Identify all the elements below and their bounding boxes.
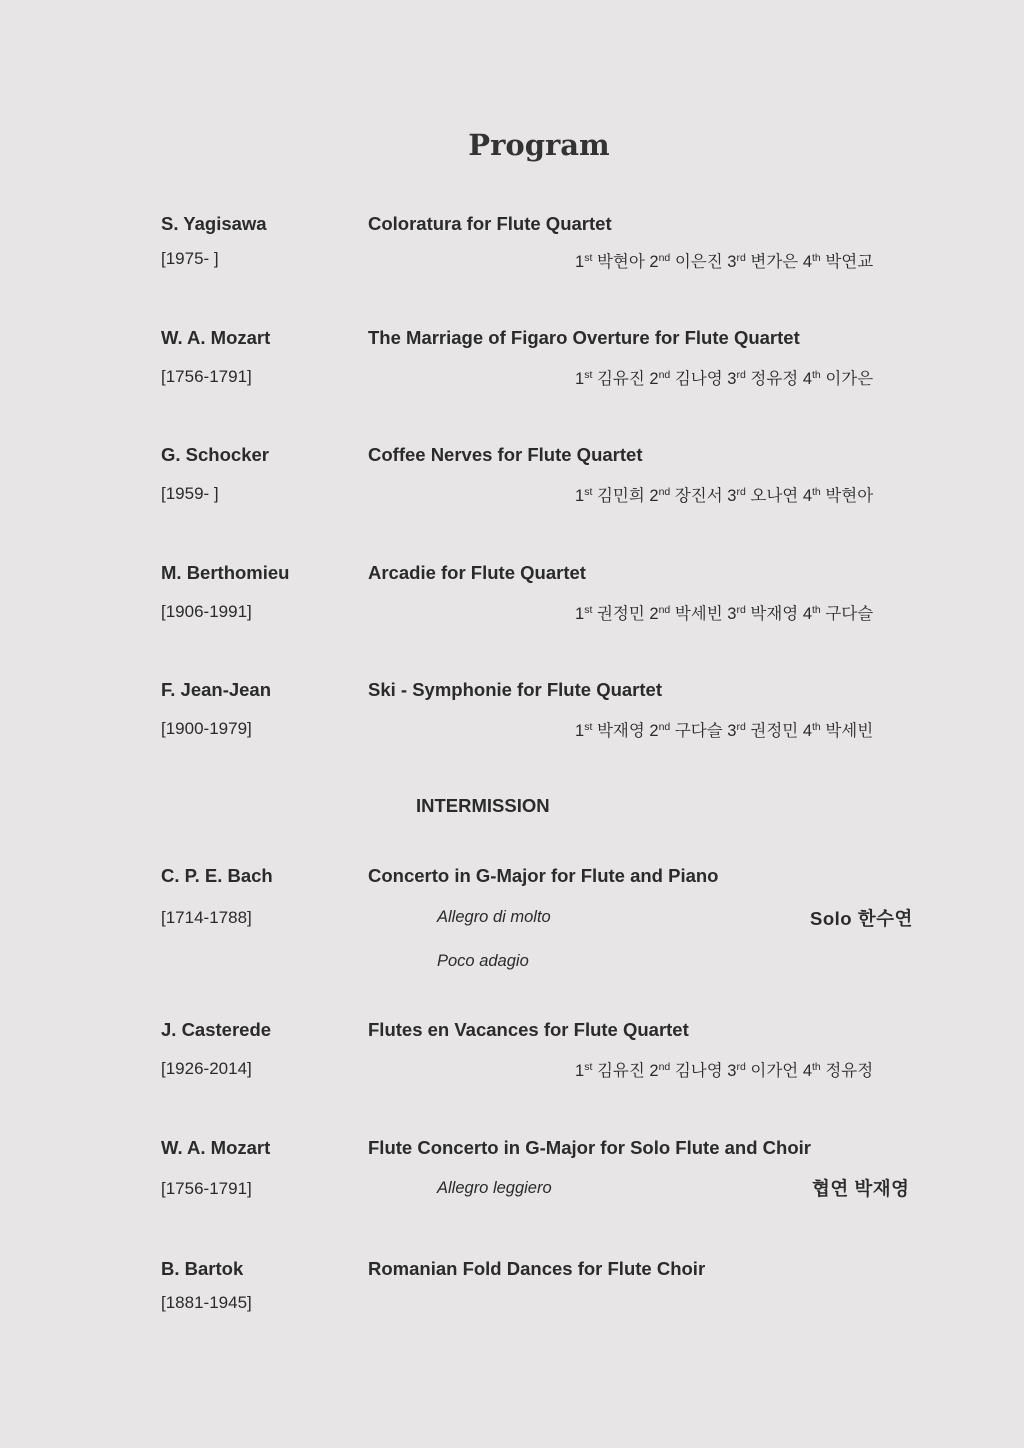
part-ordinal-suffix: nd: [658, 1061, 671, 1073]
part-ordinal-suffix: th: [812, 369, 821, 381]
part-number: 2: [649, 370, 659, 388]
player-name: 김민희: [596, 487, 645, 505]
players-line: [575, 1057, 873, 1081]
part-number: 3: [727, 253, 737, 271]
players-line: [575, 482, 873, 506]
player-name: 김나영: [674, 370, 723, 388]
part-ordinal-suffix: th: [812, 604, 821, 616]
movement-title: Allegro leggiero: [437, 1179, 552, 1197]
player-name: 장진서: [674, 487, 723, 505]
work-title: Flutes en Vacances for Flute Quartet: [368, 1019, 689, 1040]
player-name: 이가언: [750, 1062, 799, 1080]
part-ordinal-suffix: rd: [736, 1061, 746, 1073]
players-line: [575, 365, 873, 389]
movement-title: Allegro di molto: [437, 908, 551, 926]
player-name: 권정민: [596, 605, 645, 623]
player-name: 박현아: [596, 253, 645, 271]
part-number: 3: [727, 487, 737, 505]
player-name: 김유진: [596, 1062, 645, 1080]
part-number: 2: [649, 487, 659, 505]
soloist-name: 협연 박재영: [812, 1178, 910, 1199]
part-ordinal-suffix: nd: [658, 369, 671, 381]
player-name: 변가은: [750, 253, 799, 271]
part-number: 1: [575, 722, 585, 740]
part-ordinal-suffix: nd: [658, 721, 671, 733]
intermission-label: INTERMISSION: [416, 795, 550, 816]
work-title: Arcadie for Flute Quartet: [368, 562, 586, 583]
part-number: 4: [802, 1062, 812, 1080]
composer-name: F. Jean-Jean: [161, 679, 272, 700]
composer-dates: [1756-1791]: [161, 1179, 252, 1198]
part-number: 4: [802, 370, 812, 388]
part-number: 3: [727, 1062, 737, 1080]
part-number: 1: [575, 370, 585, 388]
part-ordinal-suffix: th: [812, 252, 821, 264]
composer-dates: [1756-1791]: [161, 367, 252, 386]
part-ordinal-suffix: nd: [658, 252, 671, 264]
players-line: [575, 717, 873, 741]
part-number: 4: [802, 487, 812, 505]
composer-name: G. Schocker: [161, 444, 269, 465]
part-ordinal-suffix: nd: [658, 604, 671, 616]
part-ordinal-suffix: rd: [736, 369, 746, 381]
player-name: 김나영: [674, 1062, 723, 1080]
composer-dates: [1900-1979]: [161, 719, 252, 738]
player-name: 박현아: [825, 487, 874, 505]
part-ordinal-suffix: st: [584, 369, 593, 381]
part-ordinal-suffix: th: [812, 486, 821, 498]
players-line: [575, 248, 873, 272]
player-name: 이은진: [674, 253, 723, 271]
program-title: Program: [468, 128, 610, 162]
part-ordinal-suffix: st: [584, 721, 593, 733]
part-number: 3: [727, 605, 737, 623]
work-title: Ski - Symphonie for Flute Quartet: [368, 679, 662, 700]
composer-dates: [1926-2014]: [161, 1059, 252, 1078]
part-number: 4: [802, 605, 812, 623]
player-name: 오나연: [750, 487, 799, 505]
player-name: 박세빈: [674, 605, 723, 623]
work-title: Coloratura for Flute Quartet: [368, 213, 612, 234]
player-name: 박세빈: [825, 722, 874, 740]
part-number: 1: [575, 1062, 585, 1080]
composer-name: W. A. Mozart: [161, 327, 271, 348]
part-ordinal-suffix: rd: [736, 604, 746, 616]
players-line: [575, 600, 873, 624]
movement-title: Poco adagio: [437, 952, 529, 970]
player-name: 김유진: [596, 370, 645, 388]
composer-name: S. Yagisawa: [161, 213, 267, 234]
player-name: 권정민: [750, 722, 799, 740]
part-number: 3: [727, 370, 737, 388]
work-title: The Marriage of Figaro Overture for Flute Quartet: [368, 327, 800, 348]
part-number: 2: [649, 605, 659, 623]
part-ordinal-suffix: nd: [658, 486, 671, 498]
part-ordinal-suffix: st: [584, 1061, 593, 1073]
part-ordinal-suffix: th: [812, 1061, 821, 1073]
player-name: 박연교: [825, 253, 874, 271]
part-number: 3: [727, 722, 737, 740]
composer-name: J. Casterede: [161, 1019, 272, 1040]
composer-name: C. P. E. Bach: [161, 865, 273, 886]
player-name: 구다슬: [674, 722, 723, 740]
composer-dates: [1959- ]: [161, 484, 219, 503]
work-title: Flute Concerto in G-Major for Solo Flute and Choir: [368, 1137, 811, 1158]
part-number: 1: [575, 253, 585, 271]
work-title: Concerto in G-Major for Flute and Piano: [368, 865, 719, 886]
soloist-name: Solo 한수연: [810, 908, 913, 929]
player-name: 구다슬: [825, 605, 874, 623]
part-number: 2: [649, 722, 659, 740]
player-name: 정유정: [825, 1062, 874, 1080]
player-name: 박재영: [750, 605, 799, 623]
part-number: 2: [649, 253, 659, 271]
part-number: 1: [575, 605, 585, 623]
part-ordinal-suffix: rd: [736, 721, 746, 733]
part-ordinal-suffix: rd: [736, 252, 746, 264]
part-ordinal-suffix: rd: [736, 486, 746, 498]
composer-name: W. A. Mozart: [161, 1137, 271, 1158]
composer-name: B. Bartok: [161, 1258, 244, 1279]
composer-dates: [1714-1788]: [161, 908, 252, 927]
composer-dates: [1906-1991]: [161, 602, 252, 621]
composer-dates: [1881-1945]: [161, 1293, 252, 1312]
player-name: 이가은: [825, 370, 874, 388]
part-number: 1: [575, 487, 585, 505]
part-ordinal-suffix: st: [584, 252, 593, 264]
part-number: 4: [802, 253, 812, 271]
composer-name: M. Berthomieu: [161, 562, 290, 583]
part-number: 4: [802, 722, 812, 740]
player-name: 박재영: [596, 722, 645, 740]
player-name: 정유정: [750, 370, 799, 388]
composer-dates: [1975- ]: [161, 249, 219, 268]
work-title: Coffee Nerves for Flute Quartet: [368, 444, 643, 465]
part-ordinal-suffix: st: [584, 486, 593, 498]
part-ordinal-suffix: st: [584, 604, 593, 616]
work-title: Romanian Fold Dances for Flute Choir: [368, 1258, 706, 1279]
part-number: 2: [649, 1062, 659, 1080]
part-ordinal-suffix: th: [812, 721, 821, 733]
